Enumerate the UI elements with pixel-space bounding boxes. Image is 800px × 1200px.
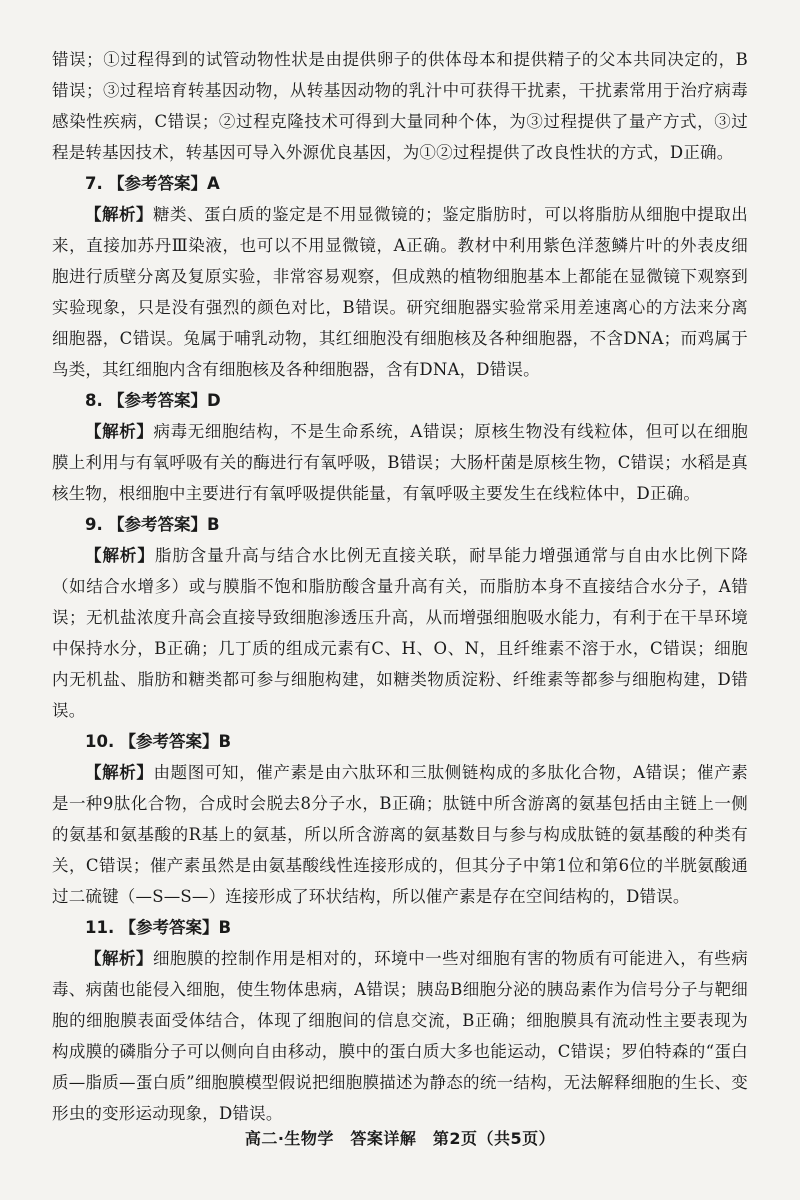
analysis-label: 【解析】: [85, 422, 154, 441]
analysis-paragraph-7: [52, 199, 748, 385]
analysis-label: 【解析】: [85, 763, 154, 782]
question-number: 9.: [85, 515, 103, 534]
analysis-paragraph-8: [52, 416, 748, 509]
question-number: 10.: [85, 732, 115, 751]
answer-line-8: [52, 385, 748, 416]
analysis-paragraph-9: [52, 540, 748, 726]
analysis-paragraph-11: [52, 943, 748, 1129]
analysis-paragraph-10: [52, 757, 748, 912]
analysis-label: 【解析】: [85, 949, 154, 968]
answer-tag: 【参考答案】: [119, 732, 219, 751]
analysis-text: 由题图可知，催产素是由六肽环和三肽侧链构成的多肽化合物，A错误；催产素是一种9肽化合物，合成时会脱去8分子水，B正确；肽链中所含游离的氨基包括由主链上一侧的氨基和氨基酸的R基上的氨基，所以所含游离的氨基数目与参与构成肽链的氨基酸的种类有关，C错误；催产素虽然是由氨基酸线性连接形成的，但其分子中第1位和第6位的半胱氨酸通过二硫键（—S—S—）连接形成了环状结构，所以催产素是存在空间结构的，D错误。: [52, 763, 748, 906]
analysis-text: 糖类、蛋白质的鉴定是不用显微镜的；鉴定脂肪时，可以将脂肪从细胞中提取出来，直接加苏丹Ⅲ染液，也可以不用显微镜，A正确。教材中利用紫色洋葱鳞片叶的外表皮细胞进行质壁分离及复原实验，非常容易观察，但成熟的植物细胞基本上都能在显微镜下观察到实验现象，只是没有强烈的颜色对比，B错误。研究细胞器实验常采用差速离心的方法来分离细胞器，C错误。兔属于哺乳动物，其红细胞没有细胞核及各种细胞器，不含DNA；而鸡属于鸟类，其红细胞内含有细胞核及各种细胞器，含有DNA，D错误。: [52, 205, 748, 379]
answer-line-7: [52, 168, 748, 199]
answer-tag: 【参考答案】: [108, 391, 207, 410]
document-body: [52, 44, 748, 1129]
analysis-text: 病毒无细胞结构，不是生命系统，A错误；原核生物没有线粒体，但可以在细胞膜上利用与有氧呼吸有关的酶进行有氧呼吸，B错误；大肠杆菌是原核生物，C错误；水稻是真核生物，根细胞中主要进行有氧呼吸提供能量，有氧呼吸主要发生在线粒体中，D正确。: [52, 422, 748, 503]
analysis-label: 【解析】: [85, 546, 155, 565]
answer-line-9: [52, 509, 748, 540]
page-footer: 高二·生物学 答案详解 第2页（共5页）: [244, 1129, 556, 1148]
analysis-label: 【解析】: [85, 205, 154, 224]
answer-line-10: [52, 726, 748, 757]
answer-tag: 【参考答案】: [119, 918, 219, 937]
question-number: 8.: [85, 391, 103, 410]
analysis-text: 脂肪含量升高与结合水比例无直接关联，耐旱能力增强通常与自由水比例下降（如结合水增多）或与膜脂不饱和脂肪酸含量升高有关，而脂肪本身不直接结合水分子，A错误；无机盐浓度升高会直接导致细胞渗透压升高，从而增强细胞吸水能力，有利于在干旱环境中保持水分，B正确；几丁质的组成元素有C、H、O、N，且纤维素不溶于水，C错误；细胞内无机盐、脂肪和糖类都可参与细胞构建，如糖类物质淀粉、纤维素等都参与细胞构建，D错误。: [52, 546, 748, 720]
answer-letter: B: [218, 918, 232, 937]
question-number: 11.: [85, 918, 115, 937]
continuation-paragraph: 错误；①过程得到的试管动物性状是由提供卵子的供体母本和提供精子的父本共同决定的，B错误；③过程培育转基因动物，从转基因动物的乳汁中可获得干扰素，干扰素常用于治疗病毒感染性疾病，C错误；②过程克隆技术可得到大量同种个体，为③过程提供了量产方式，③过程是转基因技术，转基因可导入外源优良基因，为①②过程提供了改良性状的方式，D正确。: [52, 50, 748, 162]
answer-letter: B: [218, 732, 232, 751]
answer-tag: 【参考答案】: [108, 174, 207, 193]
answer-letter: B: [207, 515, 220, 534]
question-number: 7.: [85, 174, 103, 193]
answer-line-11: [52, 912, 748, 943]
answer-tag: 【参考答案】: [108, 515, 207, 534]
analysis-text: 细胞膜的控制作用是相对的，环境中一些对细胞有害的物质有可能进入，有些病毒、病菌也能侵入细胞，使生物体患病，A错误；胰岛B细胞分泌的胰岛素作为信号分子与靶细胞的细胞膜表面受体结合，体现了细胞间的信息交流，B正确；细胞膜具有流动性主要表现为构成膜的磷脂分子可以侧向自由移动，膜中的蛋白质大多也能运动，C错误；罗伯特森的“蛋白质—脂质—蛋白质”细胞膜模型假说把细胞膜描述为静态的统一结构，无法解释细胞的生长、变形虫的变形运动现象，D错误。: [52, 949, 748, 1123]
answer-letter: D: [207, 391, 221, 410]
answer-letter: A: [207, 174, 220, 193]
